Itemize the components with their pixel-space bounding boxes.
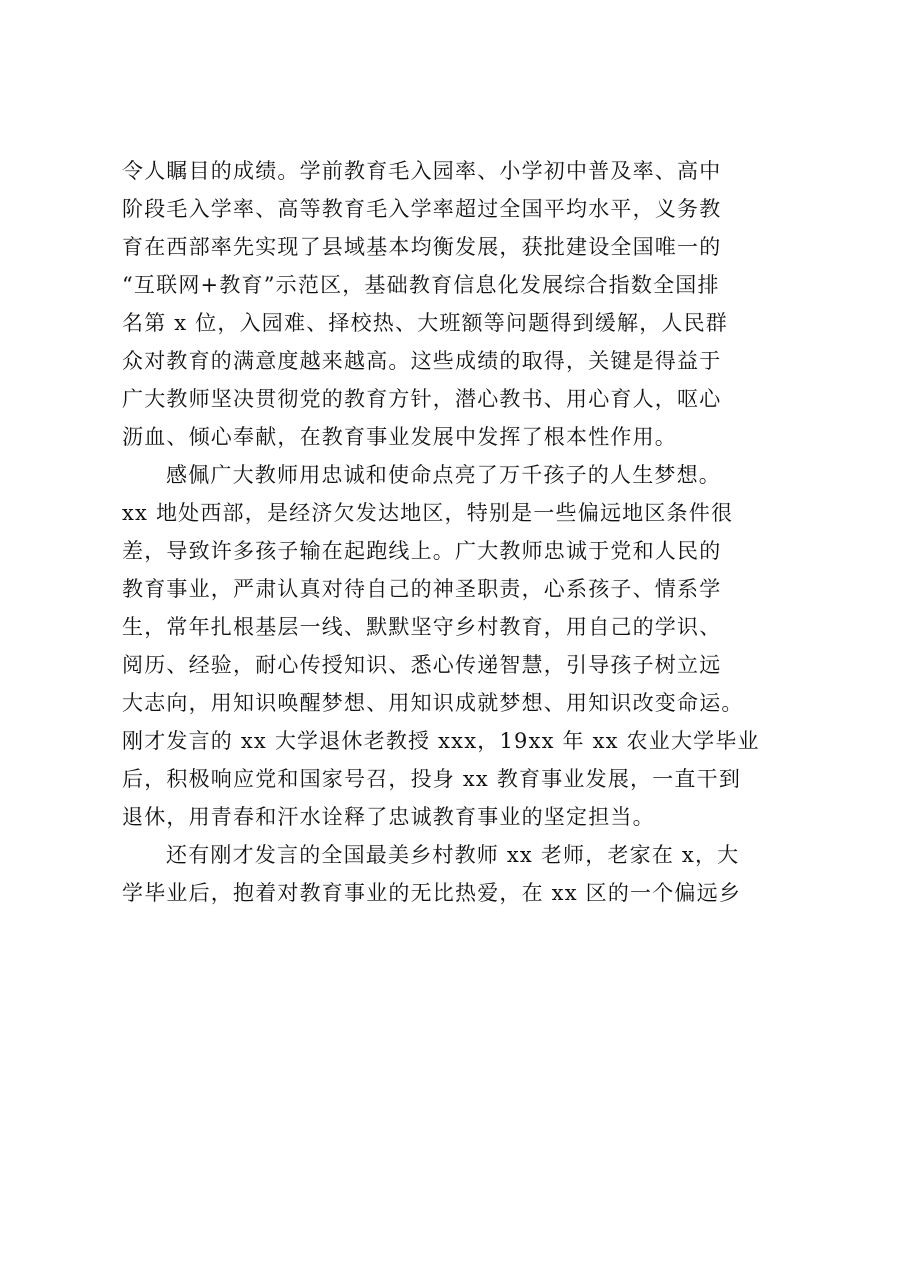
paragraph-1 xyxy=(122,152,802,456)
text-line: “互联网+教育”示范区，基础教育信息化发展综合指数全国排 xyxy=(122,273,720,297)
text-line: 名第 x 位，入园难、择校热、大班额等问题得到缓解，人民群 xyxy=(122,311,728,335)
text-line: 教育事业，严肃认真对待自己的神圣职责，心系孩子、情系学 xyxy=(122,577,722,601)
text-line: 广大教师坚决贯彻党的教育方针，潜心教书、用心育人，呕心 xyxy=(122,387,722,411)
text-line: 育在西部率先实现了县域基本均衡发展，获批建设全国唯一的 xyxy=(122,235,722,259)
text-line: 令人瞩目的成绩。学前教育毛入园率、小学初中普及率、高中 xyxy=(122,159,722,183)
paragraph-3 xyxy=(122,836,802,912)
text-line: 感佩广大教师用忠诚和使命点亮了万千孩子的人生梦想。 xyxy=(166,463,721,487)
body-text xyxy=(122,152,802,912)
text-line: 还有刚才发言的全国最美乡村教师 xx 老师，老家在 x，大 xyxy=(166,843,740,867)
text-line: xx 地处西部，是经济欠发达地区，特别是一些偏远地区条件很 xyxy=(122,501,734,525)
text-line: 生，常年扎根基层一线、默默坚守乡村教育，用自己的学识、 xyxy=(122,615,722,639)
text-line: 后，积极响应党和国家号召，投身 xx 教育事业发展，一直干到 xyxy=(122,767,742,791)
text-line: 阶段毛入学率、高等教育毛入学率超过全国平均水平，义务教 xyxy=(122,197,722,221)
text-line: 沥血、倾心奉献，在教育事业发展中发挥了根本性作用。 xyxy=(122,425,677,449)
text-line: 差，导致许多孩子输在起跑线上。广大教师忠诚于党和人民的 xyxy=(122,539,722,563)
paragraph-2 xyxy=(122,456,802,836)
text-line: 刚才发言的 xx 大学退休老教授 xxx，19xx 年 xx 农业大学毕业 xyxy=(122,729,760,753)
text-line: 学毕业后，抱着对教育事业的无比热爱，在 xx 区的一个偏远乡 xyxy=(122,881,742,905)
text-line: 退休，用青春和汗水诠释了忠诚教育事业的坚定担当。 xyxy=(122,805,655,829)
text-line: 阅历、经验，耐心传授知识、悉心传递智慧，引导孩子树立远 xyxy=(122,653,722,677)
text-line: 众对教育的满意度越来越高。这些成绩的取得，关键是得益于 xyxy=(122,349,722,373)
text-line: 大志向，用知识唤醒梦想、用知识成就梦想、用知识改变命运。 xyxy=(122,691,744,715)
